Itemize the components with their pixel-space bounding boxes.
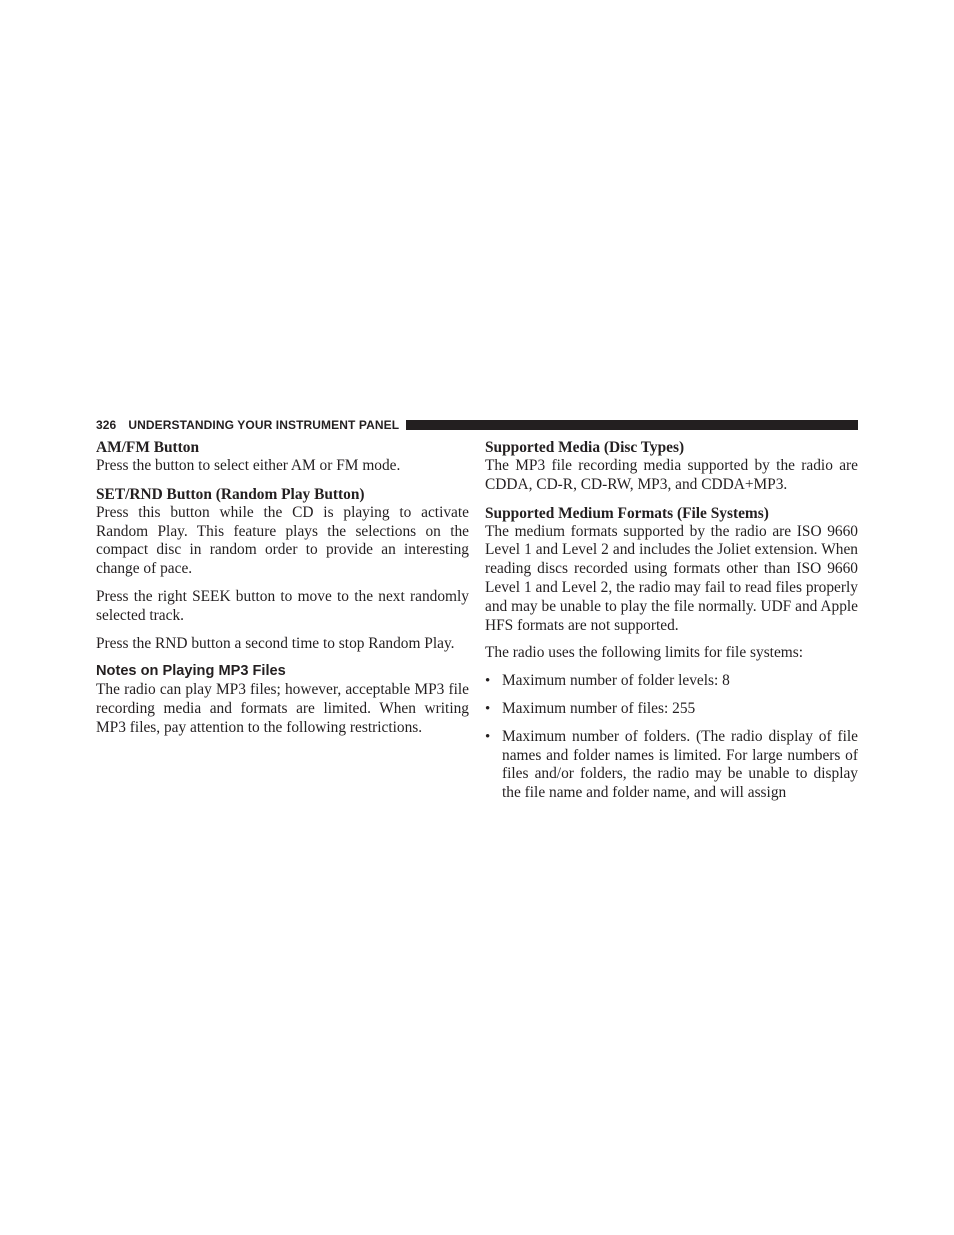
limits-list	[485, 672, 858, 803]
mp3-notes-text: The radio can play MP3 files; however, acceptable MP3 file recording media and formats are limited. When writing MP3 files, pay attention to the following restrictions.	[96, 681, 469, 736]
amfm-heading: AM/FM Button	[96, 439, 200, 456]
bullet-icon: •	[485, 728, 491, 745]
page-header	[96, 416, 858, 434]
supported-media-text: The MP3 file recording media supported by the radio are CDDA, CD-R, CD-RW, MP3, and CDDA+MP3.	[485, 457, 858, 493]
list-item	[485, 728, 858, 803]
setrnd-heading: SET/RND Button (Random Play Button)	[96, 485, 365, 503]
limit-text: Maximum number of folders. (The radio display of file names and folder names is limited. For large numbers of files and/or folders, the radio may be unable to display the file name and folder name, and will assign	[502, 727, 858, 802]
left-column	[96, 438, 469, 738]
bullet-icon: •	[485, 673, 491, 690]
right-column	[485, 438, 858, 812]
supported-media-heading: Supported Media (Disc Types)	[485, 439, 685, 456]
mp3-notes-heading: Notes on Playing MP3 Files	[96, 663, 286, 680]
list-item	[485, 672, 858, 691]
setrnd-paragraph-2: Press the right SEEK button to move to the next randomly selected track.	[96, 587, 469, 624]
page-number: 326	[96, 418, 117, 432]
supported-formats-text: The medium formats supported by the radio are ISO 9660 Level 1 and Level 2 and includes the Joliet extension. When reading discs recorded using formats other than ISO 9660 Level 1 and Level 2, the radio may fail to read files properly and may be unable to play the file normally. UDF and Apple HFS formats are not supported.	[485, 522, 858, 634]
amfm-text: Press the button to select either AM or FM mode.	[96, 457, 401, 474]
limit-text: Maximum number of files: 255	[502, 699, 696, 717]
limits-intro: The radio uses the following limits for file systems:	[485, 644, 804, 662]
list-item	[485, 700, 858, 719]
limit-text: Maximum number of folder levels: 8	[502, 672, 730, 690]
bullet-icon: •	[485, 700, 491, 717]
setrnd-paragraph-3: Press the RND button a second time to stop Random Play.	[96, 634, 455, 652]
supported-formats-heading: Supported Medium Formats (File Systems)	[485, 504, 769, 522]
section-title: UNDERSTANDING YOUR INSTRUMENT PANEL	[128, 418, 400, 432]
setrnd-paragraph-1: Press this button while the CD is playing to activate Random Play. This feature plays the selections on the compact disc in random order to provide an interesting change of pace.	[96, 503, 469, 578]
header-rule	[406, 420, 858, 430]
